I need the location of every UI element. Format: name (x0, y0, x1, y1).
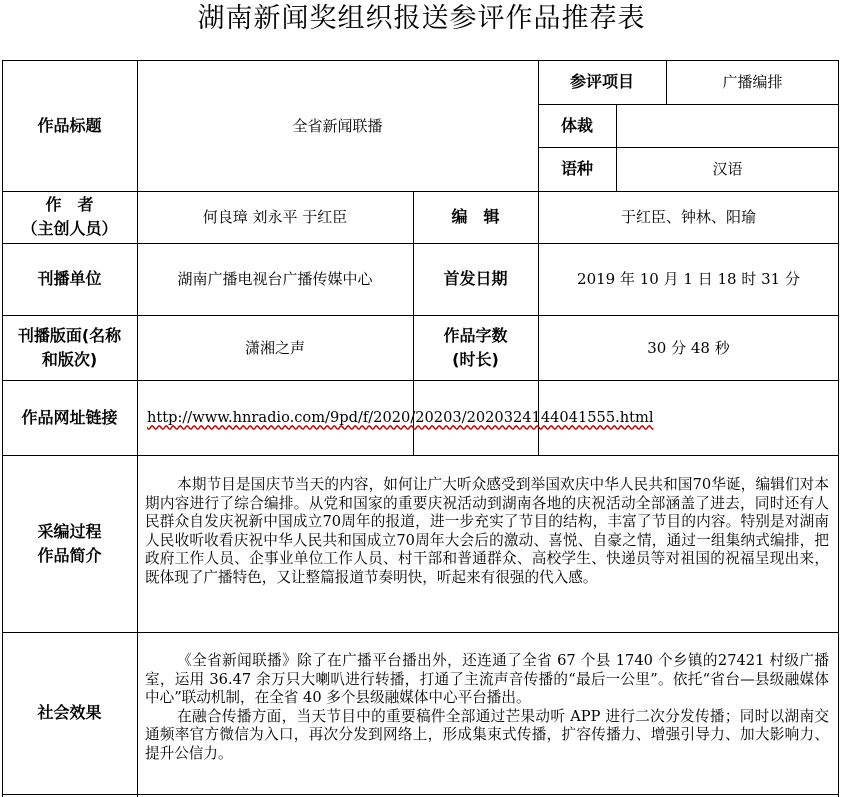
effect-label: 社会效果 (37, 703, 102, 722)
process-label-line2: 作品简介 (37, 545, 102, 565)
table-border (2, 794, 839, 795)
process-text (145, 476, 829, 587)
effect-paragraph-1: 《全省新闻联播》除了在广播平台播出外，还连通了全省 67 个县 1740 个乡镇的27421 村级广播室，运用 36.47 余万只大喇叭进行转播，打通了主流声音传播的“最后一公里”。依托“省台—县级融媒体中心”联动机制，在全省 40 多个县级融媒体中心平台播出。 (145, 652, 829, 706)
publisher-value: 湖南广播电视台广播传媒中心 (177, 270, 373, 288)
work-url-link[interactable]: http://www.hnradio.com/9pd/f/2020/20203/2020324144041555.html (147, 408, 654, 426)
language-label: 语种 (560, 159, 593, 178)
url-cell (137, 380, 838, 455)
category-label: 参评项目 (569, 72, 634, 91)
language-value: 汉语 (712, 160, 743, 178)
author-label-line1: 作 者 (45, 195, 94, 214)
word-count-label-line1: 作品字数 (443, 325, 508, 345)
layout-label (2, 315, 137, 380)
author-label (2, 191, 137, 243)
editor-label: 编 辑 (451, 207, 500, 226)
duration-value: 30 分 48 秒 (647, 338, 730, 357)
recommendation-form-table (2, 60, 839, 797)
genre-label: 体裁 (560, 115, 593, 135)
publisher-label: 刊播单位 (37, 269, 102, 288)
word-count-label-line2: (时长) (452, 349, 499, 369)
process-label (2, 455, 137, 632)
first-date-value: 2019 年 10 月 1 日 18 时 31 分 (577, 270, 800, 288)
url-label: 作品网址链接 (21, 407, 118, 427)
genre-value (616, 104, 839, 147)
first-date-label: 首发日期 (443, 269, 508, 288)
process-paragraph: 本期节目是国庆节当天的内容，如何让广大听众感受到举国欢庆中华人民共和国70华诞，编辑们对本期内容进行了综合编排。从党和国家的重要庆祝活动到湖南各地的庆祝活动全部涵盖了进去，同时还有人民群众自发庆祝新中国成立70周年的报道，进一步充实了节目的结构，丰富了节目的内容。特别是对湖南人民收听收看庆祝中华人民共和国成立70周年大会后的激动、喜悦、自豪之情，通过一组集纳式编排，把政府工作人员、企事业单位工作人员、村干部和普通群众、高校学生、快递员等对祖国的祝福呈现出来，既体现了广播特色，又让整篇报道节奏明快，听起来有很强的代入感。 (145, 476, 829, 586)
category-value: 广播编排 (722, 73, 783, 91)
layout-value: 潇湘之声 (244, 338, 305, 357)
process-label-line1: 采编过程 (37, 521, 102, 541)
effect-paragraph-2: 在融合传播方面，当天节目中的重要稿件全部通过芒果动听 APP 进行二次分发传播；同时以湖南交通频率官方微信为入口，再次分发到网络上，形成集束式传播，扩容传播力、增强引导力、加大影响力、提升公信力。 (145, 707, 829, 762)
word-count-label (413, 315, 538, 380)
work-title-label: 作品标题 (37, 115, 102, 135)
layout-label-line1: 刊播版面(名称 (17, 325, 122, 345)
authors-value: 何良璋 刘永平 于红臣 (202, 208, 348, 226)
editors-value: 于红臣、钟林、阳瑜 (620, 208, 756, 226)
effect-text (145, 652, 829, 763)
layout-label-line2: 和版次) (41, 349, 98, 369)
page-title: 湖南新闻奖组织报送参评作品推荐表 (197, 3, 646, 34)
work-title-value: 全省新闻联播 (292, 116, 383, 135)
author-label-line2: （主创人员） (21, 219, 118, 238)
